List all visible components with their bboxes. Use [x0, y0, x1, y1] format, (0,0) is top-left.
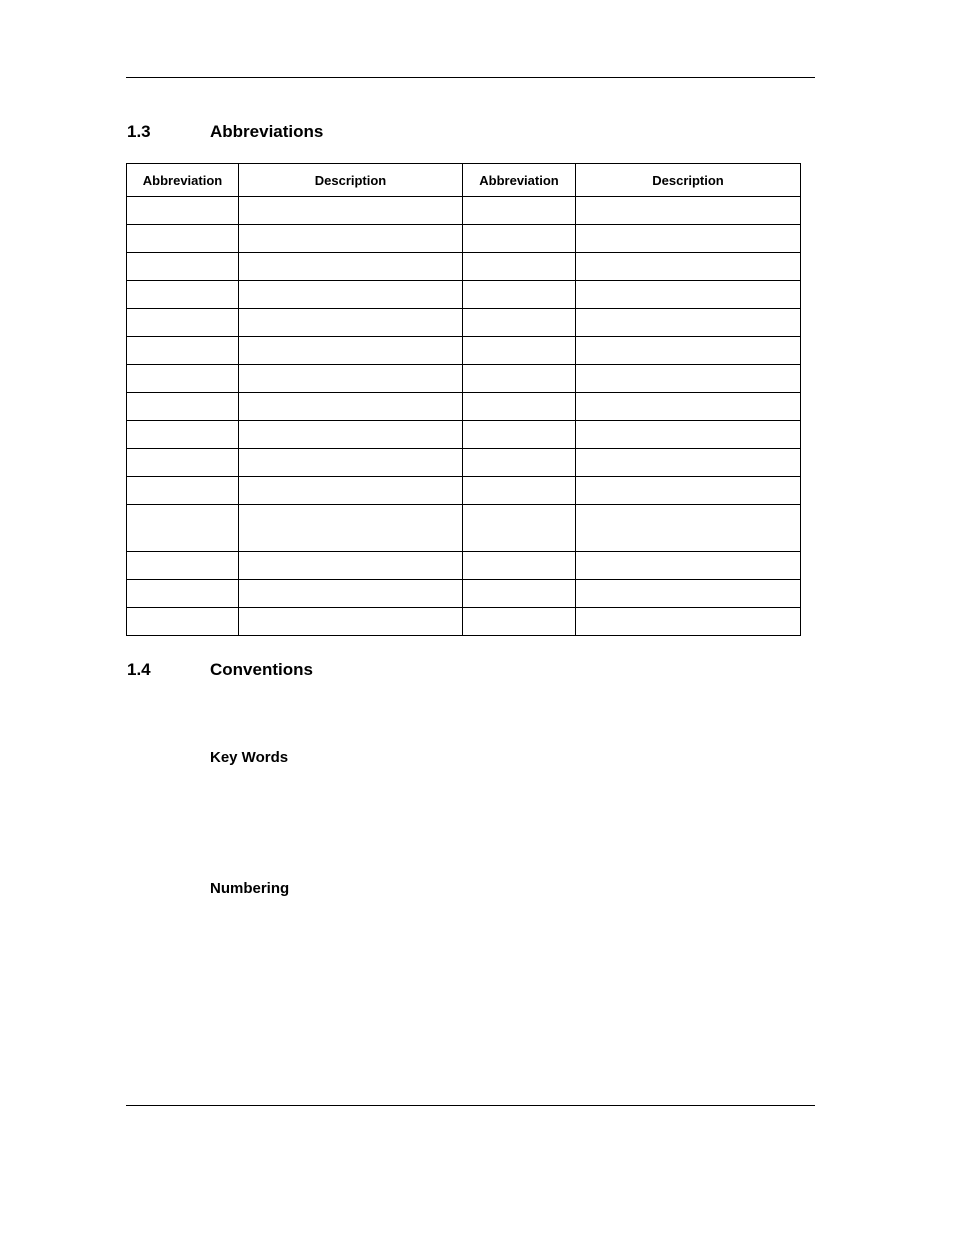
description-cell	[576, 477, 801, 505]
abbreviation-cell	[127, 477, 239, 505]
description-cell	[239, 608, 463, 636]
abbreviation-cell	[463, 281, 576, 309]
abbreviation-cell	[127, 393, 239, 421]
abbreviation-cell	[463, 365, 576, 393]
description-cell	[576, 197, 801, 225]
table-row	[127, 197, 801, 225]
description-cell	[239, 580, 463, 608]
table-row	[127, 225, 801, 253]
abbreviation-cell	[127, 197, 239, 225]
description-cell	[239, 309, 463, 337]
abbreviation-cell	[127, 608, 239, 636]
description-cell	[239, 393, 463, 421]
description-cell	[239, 225, 463, 253]
description-cell	[239, 197, 463, 225]
description-cell	[239, 281, 463, 309]
abbreviation-cell	[127, 449, 239, 477]
column-header-abbreviation: Abbreviation	[127, 164, 239, 197]
section-title: Conventions	[210, 660, 313, 679]
abbreviation-cell	[463, 449, 576, 477]
abbreviation-cell	[127, 225, 239, 253]
description-cell	[239, 253, 463, 281]
section-title: Abbreviations	[210, 122, 324, 141]
abbreviation-cell	[463, 309, 576, 337]
description-cell	[576, 281, 801, 309]
description-cell	[576, 421, 801, 449]
description-cell	[239, 449, 463, 477]
table-row	[127, 281, 801, 309]
abbreviation-cell	[127, 309, 239, 337]
abbreviation-cell	[127, 505, 239, 552]
abbreviation-cell	[463, 197, 576, 225]
footer-rule	[126, 1105, 815, 1106]
section-number: 1.3	[127, 122, 151, 141]
abbreviation-cell	[463, 421, 576, 449]
abbreviation-cell	[463, 552, 576, 580]
abbreviation-cell	[127, 337, 239, 365]
description-cell	[576, 365, 801, 393]
subheading-key-words: Key Words	[210, 749, 289, 766]
description-cell	[239, 337, 463, 365]
table-row	[127, 253, 801, 281]
table-header-row	[127, 164, 801, 197]
table-row	[127, 477, 801, 505]
abbreviation-cell	[127, 281, 239, 309]
abbreviation-cell	[463, 225, 576, 253]
section-heading-abbreviations	[127, 122, 323, 142]
table-row	[127, 580, 801, 608]
abbreviation-cell	[127, 421, 239, 449]
table-row	[127, 393, 801, 421]
table-row	[127, 608, 801, 636]
abbreviation-cell	[463, 580, 576, 608]
table-row	[127, 552, 801, 580]
abbreviation-cell	[127, 365, 239, 393]
abbreviation-cell	[463, 505, 576, 552]
description-cell	[576, 449, 801, 477]
header-rule	[126, 77, 815, 78]
column-header-description: Description	[576, 164, 801, 197]
description-cell	[239, 477, 463, 505]
abbreviation-cell	[463, 477, 576, 505]
description-cell	[576, 309, 801, 337]
section-number: 1.4	[127, 660, 151, 679]
description-cell	[576, 337, 801, 365]
column-header-description: Description	[239, 164, 463, 197]
abbreviation-cell	[127, 580, 239, 608]
abbreviation-cell	[463, 253, 576, 281]
table-row	[127, 365, 801, 393]
abbreviation-cell	[463, 608, 576, 636]
table-row	[127, 505, 801, 552]
description-cell	[239, 505, 463, 552]
section-heading-conventions	[127, 660, 313, 680]
description-cell	[576, 393, 801, 421]
description-cell	[576, 505, 801, 552]
abbreviation-cell	[463, 393, 576, 421]
abbreviation-cell	[127, 552, 239, 580]
abbreviation-cell	[463, 337, 576, 365]
description-cell	[576, 580, 801, 608]
description-cell	[576, 253, 801, 281]
description-cell	[239, 552, 463, 580]
description-cell	[576, 552, 801, 580]
subheading-numbering: Numbering	[210, 880, 290, 897]
description-cell	[239, 421, 463, 449]
abbreviation-cell	[127, 253, 239, 281]
table-row	[127, 449, 801, 477]
table-row	[127, 421, 801, 449]
description-cell	[576, 225, 801, 253]
description-cell	[239, 365, 463, 393]
column-header-abbreviation: Abbreviation	[463, 164, 576, 197]
table-row	[127, 337, 801, 365]
description-cell	[576, 608, 801, 636]
table-row	[127, 309, 801, 337]
abbreviations-table	[126, 163, 801, 636]
